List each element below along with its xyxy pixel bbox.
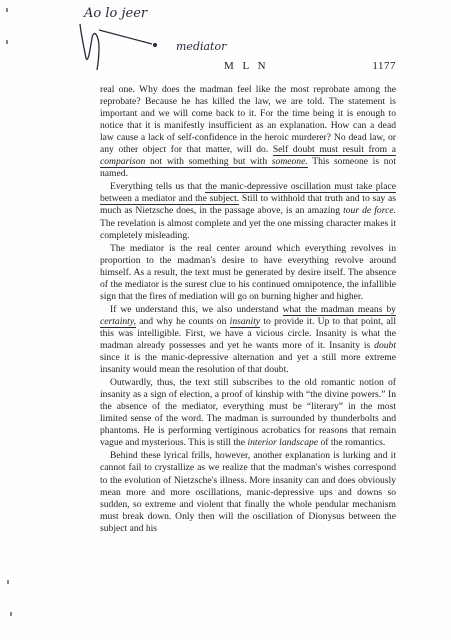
- paragraph: [100, 243, 396, 303]
- running-header: [100, 60, 396, 76]
- italic-text: interior landscape: [247, 437, 319, 449]
- paragraph: [100, 181, 396, 241]
- italic-text: tour de force.: [343, 205, 396, 217]
- margin-mark: [7, 580, 9, 584]
- text-segment: The mediator is the real center around which everything revolves in proportion to the madman's desire to have everything revolve around himself. As a result, the text must be generated by desire itself. The absence of the mediator is the surest clue to his continued omnipotence, the infallible sign that the fires of mediation will go on burning higher and higher.: [100, 242, 396, 302]
- text-segment: to provide it. Up to that point, all this was intelligible. First, we have a vicious circle. Insanity is what the madman already possesses and yet he wants more of it. Insanity is: [100, 315, 397, 351]
- underlined-text: Self doubt must result from a: [272, 144, 396, 156]
- handwritten-note-mediator: mediator: [176, 40, 227, 53]
- underlined-text: what the madman means by: [282, 303, 396, 315]
- page-number: 1177: [372, 60, 396, 72]
- text-segment: Everything tells us that: [110, 181, 206, 193]
- text-segment: and why he counts on: [135, 315, 230, 327]
- text-segment: of the romantics.: [318, 437, 386, 449]
- text-segment: Outwardly, thus, the text still subscribes to the old romantic notion of insanity as a sign of election, a proof of kinship with “the divine powers.” In the absence of the mediator, everything must be “literary” in the most limited sense of the word. The madman is surrounded by thunderbolts and phantoms. He is performing vertiginous acrobatics for reasons that remain vague and mysterious. This is still the: [100, 377, 396, 449]
- paragraph: [100, 304, 396, 376]
- underlined-text: someone.: [271, 156, 308, 168]
- underlined-text: comparison: [100, 156, 146, 168]
- body-text: [100, 84, 396, 535]
- text-segment: Behind these lyrical frills, however, another explanation is lurking and it cannot fail to crystallize as we realize that the madman's wishes correspond to the evolution of Nietzsche's illness. More insanity can and does obviously mean more and more oscillations, manic-depressive ups and downs so sudden, so extreme and violent that finally the whole pendular mechanism must break down. Only then will the oscillation of Dionysus between the subject and his: [100, 450, 396, 534]
- handwritten-arrow-line: [99, 30, 152, 44]
- underlined-text: insanity: [229, 315, 261, 327]
- paragraph: [100, 84, 396, 180]
- underlined-text: not with something but with: [145, 156, 272, 168]
- text-segment: The revelation is almost complete and yet the one missing character makes it completely misleading.: [100, 217, 396, 241]
- text-segment: Still to withhold that truth and to say as much as Nietzsche does, in the passage above, is an amazing: [100, 193, 396, 217]
- margin-mark: [6, 40, 8, 44]
- handwritten-note-top: Ao lo jeer: [84, 6, 148, 21]
- paragraph: [100, 450, 396, 534]
- handwritten-scribble: [80, 24, 99, 70]
- text-segment: since it is the manic-depressive alternation and yet a still more extreme insanity would mean the resolution of that doubt.: [100, 352, 396, 376]
- italic-text: doubt: [374, 339, 396, 351]
- journal-title: M L N: [224, 60, 269, 72]
- margin-mark: [10, 612, 12, 616]
- underlined-text: the manic-depressive oscillation must take place between a mediator and the subject.: [100, 181, 396, 205]
- handwritten-arrow-dot: [153, 43, 157, 47]
- underlined-text: certainty,: [100, 315, 136, 327]
- text-segment: This someone is not named.: [100, 156, 396, 180]
- paragraph: [100, 377, 396, 449]
- margin-mark: [6, 8, 8, 12]
- text-segment: If we understand this, we also understand: [110, 303, 283, 315]
- text-segment: real one. Why does the madman feel like the most reprobate among the reprobate? Because he has killed the law, we are told. The statement is important and we will come back to it. For the time being it is enough to notice that it is manifestly insufficient as an explanation. How can a dead law cause a lack of self-confidence in the heroic murderer? No dead law, or any other object for that matter, will do.: [100, 84, 396, 156]
